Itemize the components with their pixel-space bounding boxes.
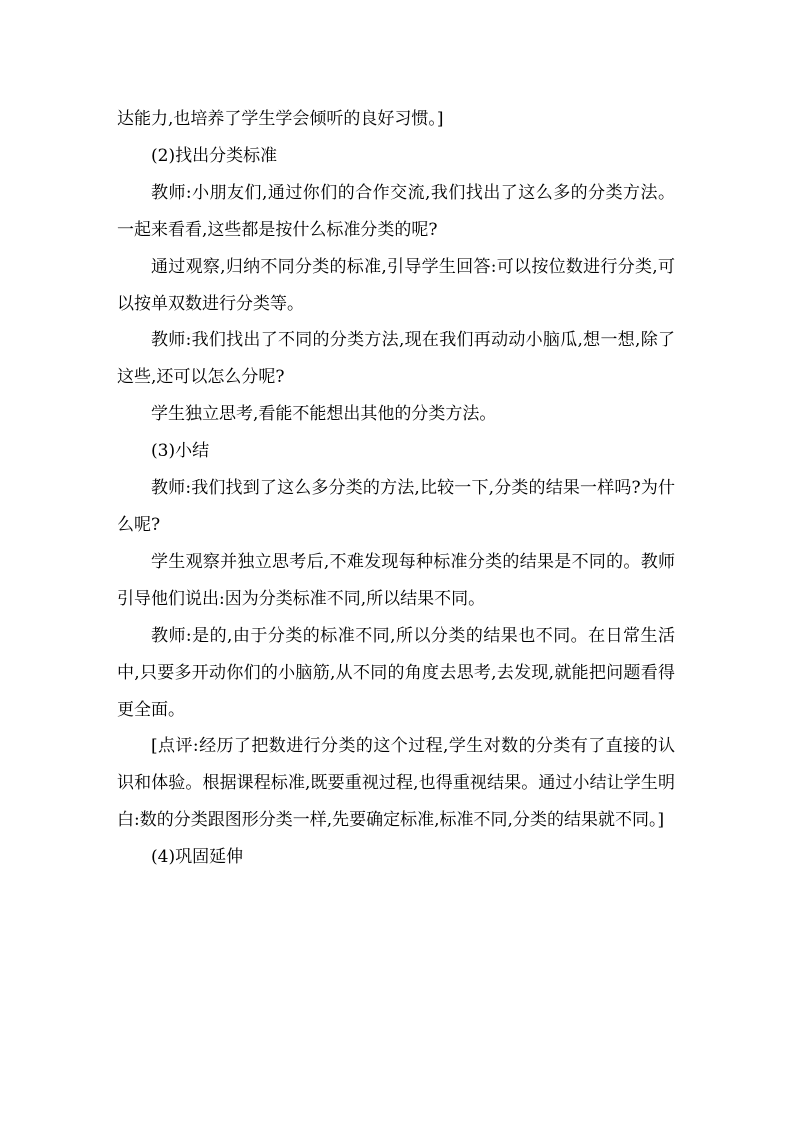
paragraph-teacher-conclusion: 教师:是的,由于分类的标准不同,所以分类的结果也不同。在日常生活中,只要多开动你们的小脑筋,从不同的角度去思考,去发现,就能把问题看得更全面。 (117, 625, 675, 720)
section-heading-consolidate: (4)巩固延伸 (151, 847, 244, 868)
document-body (117, 101, 675, 876)
paragraph-teacher-question: 教师:小朋友们,通过你们的合作交流,我们找出了这么多的分类方法。一起来看看,这些都是按什么标准分类的呢? (117, 182, 675, 240)
paragraph-teacher-compare: 教师:我们找到了这么多分类的方法,比较一下,分类的结果一样吗?为什么呢? (117, 478, 675, 535)
section-heading-summary: (3)小结 (151, 441, 210, 462)
section-heading-find-standard: (2)找出分类标准 (151, 145, 278, 166)
paragraph-continuation: 达能力,也培养了学生学会倾听的良好习惯。] (117, 109, 444, 129)
paragraph-observation: 通过观察,归纳不同分类的标准,引导学生回答:可以按位数进行分类,可以按单双数进行分类等。 (117, 256, 675, 314)
paragraph-student-discover: 学生观察并独立思考后,不难发现每种标准分类的结果是不同的。教师引导他们说出:因为分类标准不同,所以结果不同。 (117, 551, 675, 609)
paragraph-student-think: 学生独立思考,看能不能想出其他的分类方法。 (151, 404, 497, 425)
paragraph-teacher-prompt: 教师:我们找出了不同的分类方法,现在我们再动动小脑瓜,想一想,除了这些,还可以怎么分呢? (117, 330, 675, 388)
paragraph-commentary: [点评:经历了把数进行分类的这个过程,学生对数的分类有了直接的认识和体验。根据课程标准,既要重视过程,也得重视结果。通过小结让学生明白:数的分类跟图形分类一样,先要确定标准,标准不同,分类的结果就不同。] (117, 736, 675, 831)
